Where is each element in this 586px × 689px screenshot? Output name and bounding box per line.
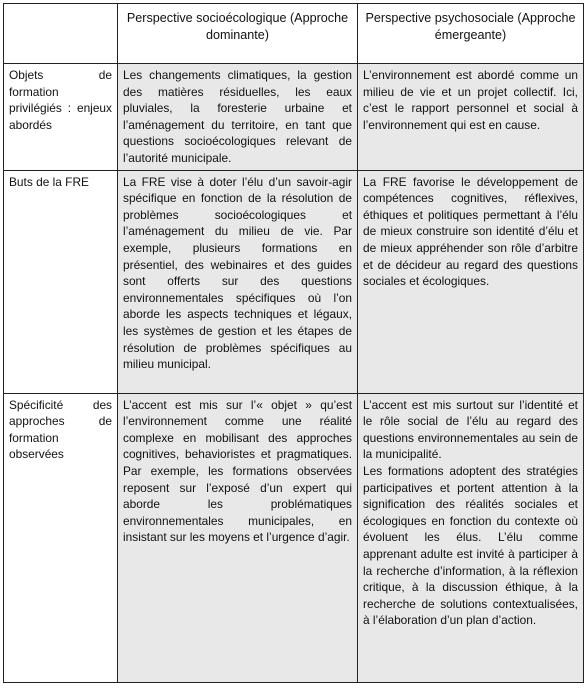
row-label-goals: Buts de la FRE (4, 170, 118, 393)
header-psychosocial: Perspective psychosociale (Approche émergeante) (358, 4, 584, 64)
header-row (4, 4, 584, 64)
cell-socio-goals: La FRE vise à doter l’élu d’un savoir-agir spécifique en fonction de la résolution de problèmes socioécologiques et l’aménagement du milieu de vie. Par exemple, plusieurs formations en présentiel, des webinaires et des guides sont offerts sur des questions environnementales spécifiques où l’on aborde les aspects techniques et légaux, les systèmes de gestion et les étapes de résolution de problèmes spécifiques au milieu municipal. (118, 170, 358, 393)
cell-socio-objects: Les changements climatiques, la gestion des matières résiduelles, les eaux pluviales, la foresterie urbaine et l’aménagement du territoire, en tant que questions socioécologiques relevant de l’autorité municipale. (118, 64, 358, 171)
comparison-table (3, 3, 584, 683)
row-label-objects: Objets de formation privilégiés : enjeux abordés (4, 64, 118, 171)
cell-psycho-specificity (358, 393, 584, 682)
cell-psycho-objects: L’environnement est abordé comme un milieu de vie et un projet collectif. Ici, c’est le rapport personnel et social à l’environnement qui est en cause. (358, 64, 584, 171)
header-empty-cell (4, 4, 118, 64)
cell-psycho-goals: La FRE favorise le développement de compétences cognitives, réflexives, éthiques et politiques permettant à l’élu de mieux construire son identité d’élu et de mieux appréhender son rôle d’arbitre et de décideur au regard des questions sociales et écologiques. (358, 170, 584, 393)
table-row (4, 393, 584, 682)
header-socioecological: Perspective socioécologique (Approche dominante) (118, 4, 358, 64)
row-label-specificity: Spécificité des approches de formation observées (4, 393, 118, 682)
psycho-specificity-paragraph-2: Les formations adoptent des stratégies participatives et portent attention à la signification des réalités sociales et écologiques en fonction du contexte où évoluent les élus. L’élu comme apprenant adulte est invité à participer à la recherche d’information, à la réflexion critique, à la discussion éthique, à la recherche de solutions contextualisées, à l’élaboration d’un plan d’action. (363, 463, 578, 628)
table-row (4, 170, 584, 393)
table-row (4, 64, 584, 171)
psycho-specificity-paragraph-1: L’accent est mis surtout sur l’identité et le rôle social de l’élu au regard des questions environnementales au sein de la municipalité. (363, 397, 578, 462)
cell-socio-specificity: L’accent est mis sur l’« objet » qu’est l’environnement comme une réalité complexe en mobilisant des approches cognitives, behavioristes et pragmatiques. Par exemple, les formations observées reposent sur l’exposé d’un expert qui aborde les problématiques environnementales municipales, en insistant sur les moyens et l’urgence d’agir. (118, 393, 358, 682)
